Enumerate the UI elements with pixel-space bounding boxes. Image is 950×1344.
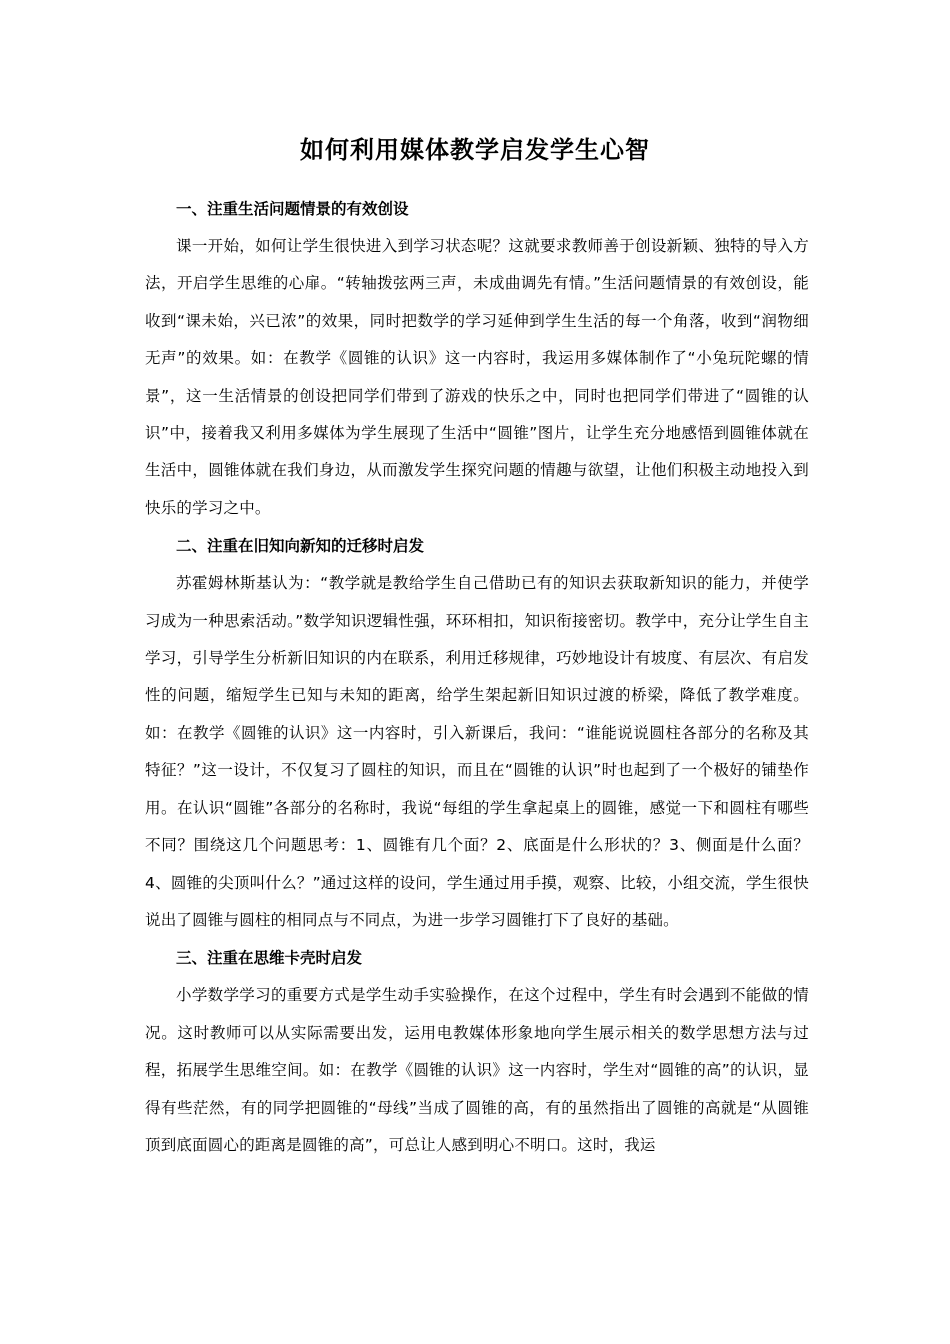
section-heading-2: 二、注重在旧知向新知的迁移时启发 <box>176 537 425 556</box>
section-heading-3: 三、注重在思维卡壳时启发 <box>176 949 363 968</box>
section-paragraph-1: 课一开始，如何让学生很快进入到学习状态呢？这就要求教师善于创设新颖、独特的导入方法，开启学生思维的心扉。“转轴拨弦两三声，未成曲调先有情。”生活问题情景的有效创设，能收到“课未始，兴已浓”的效果，同时把数学的学习延伸到学生生活的每一个角落，收到“润物细无声”的效果。如：在教学《圆锥的认识》这一内容时，我运用多媒体制作了“小兔玩陀螺的情景”，这一生活情景的创设把同学们带到了游戏的快乐之中，同时也把同学们带进了“圆锥的认识”中，接着我又利用多媒体为学生展现了生活中“圆锥”图片，让学生充分地感悟到圆锥体就在生活中，圆锥体就在我们身边，从而激发学生探究问题的情趣与欲望，让他们积极主动地投入到快乐的学习之中。 <box>145 237 809 517</box>
section-paragraph-3: 小学数学学习的重要方式是学生动手实验操作，在这个过程中，学生有时会遇到不能做的情况。这时教师可以从实际需要出发，运用电教媒体形象地向学生展示相关的数学思想方法与过程，拓展学生思维空间。如：在教学《圆锥的认识》这一内容时，学生对“圆锥的高”的认识，显得有些茫然，有的同学把圆锥的“母线”当成了圆锥的高，有的虽然指出了圆锥的高就是“从圆锥顶到底面圆心的距离是圆锥的高”，可总让人感到明心不明口。这时，我运 <box>145 986 809 1154</box>
section-paragraph-2: 苏霍姆林斯基认为：“教学就是教给学生自己借助已有的知识去获取新知识的能力，并使学习成为一种思索活动。”数学知识逻辑性强，环环相扣，知识衔接密切。教学中，充分让学生自主学习，引导学生分析新旧知识的内在联系，利用迁移规律，巧妙地设计有坡度、有层次、有启发性的问题，缩短学生已知与未知的距离，给学生架起新旧知识过渡的桥梁，降低了教学难度。如：在教学《圆锥的认识》这一内容时，引入新课后，我问：“谁能说说圆柱各部分的名称及其特征？”这一设计，不仅复习了圆柱的知识，而且在“圆锥的认识”时也起到了一个极好的铺垫作用。在认识“圆锥”各部分的名称时，我说“每组的学生拿起桌上的圆锥，感觉一下和圆柱有哪些不同？围绕这几个问题思考：1、圆锥有几个面？2、底面是什么形状的？3、侧面是什么面？4、圆锥的尖顶叫什么？”通过这样的设问，学生通过用手摸，观察、比较，小组交流，学生很快说出了圆锥与圆柱的相同点与不同点，为进一步学习圆锥打下了良好的基础。 <box>145 574 809 929</box>
document-body <box>145 190 809 1164</box>
section-heading-1: 一、注重生活问题情景的有效创设 <box>176 200 409 218</box>
document-title: 如何利用媒体教学启发学生心智 <box>300 136 650 164</box>
